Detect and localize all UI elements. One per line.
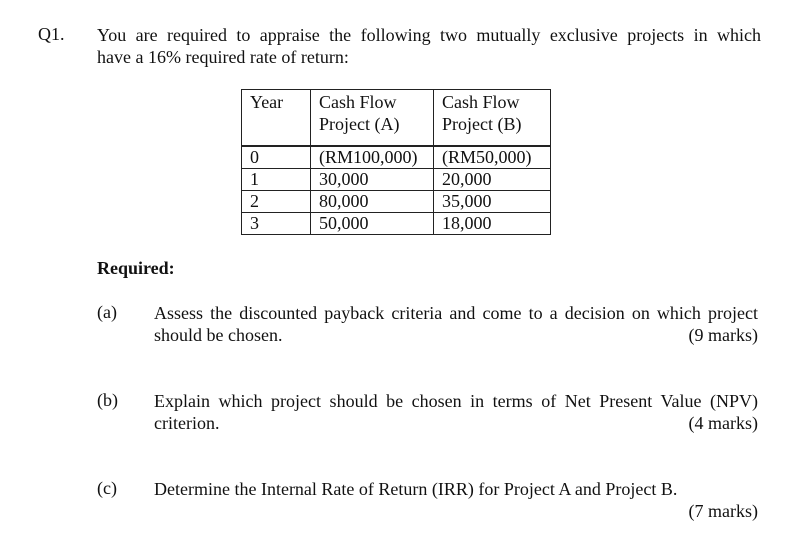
- cell-project-a: 50,000: [311, 213, 434, 235]
- cell-year: 0: [242, 146, 311, 169]
- cell-project-b: (RM50,000): [434, 146, 551, 169]
- cell-year: 2: [242, 191, 311, 213]
- part-c-line-1: Determine the Internal Rate of Return (IRR) for Project A and Project B.: [154, 479, 678, 499]
- header-b-line-1: Cash Flow: [442, 92, 520, 112]
- header-a-line-2: Project (A): [319, 114, 400, 134]
- part-a-line-2: should be chosen.: [154, 325, 283, 345]
- cell-project-a: (RM100,000): [311, 146, 434, 169]
- header-year: [242, 90, 311, 147]
- cell-project-a: 30,000: [311, 169, 434, 191]
- part-b-line-1: Explain which project should be chosen in terms of Net Present Value (NPV): [154, 391, 758, 411]
- cell-project-b: 20,000: [434, 169, 551, 191]
- intro-line-2: have a 16% required rate of return:: [97, 47, 349, 67]
- intro-line-1: You are required to appraise the following two mutually exclusive projects in which: [97, 25, 761, 45]
- header-b-line-2: Project (B): [442, 114, 522, 134]
- part-a-text: [154, 302, 758, 346]
- header-project-a: [311, 90, 434, 147]
- cell-year: 3: [242, 213, 311, 235]
- table-header-row: [242, 90, 551, 147]
- part-a-line-1: Assess the discounted payback criteria and come to a decision on which project: [154, 303, 758, 323]
- cell-year: 1: [242, 169, 311, 191]
- header-year-label: Year: [250, 92, 284, 112]
- part-b-text: [154, 390, 758, 434]
- table-row: [242, 146, 551, 169]
- header-project-b: [434, 90, 551, 147]
- part-c-marks: (7 marks): [688, 501, 758, 521]
- part-a-letter: (a): [97, 302, 117, 322]
- table-row: [242, 191, 551, 213]
- part-c-letter: (c): [97, 478, 117, 498]
- cell-project-b: 18,000: [434, 213, 551, 235]
- cell-project-b: 35,000: [434, 191, 551, 213]
- part-a-marks: (9 marks): [688, 325, 758, 345]
- cash-flow-table: [241, 89, 551, 235]
- question-number: Q1.: [38, 24, 65, 44]
- table-row: [242, 213, 551, 235]
- table-row: [242, 169, 551, 191]
- part-c-text: [154, 478, 758, 522]
- required-heading: Required:: [97, 258, 175, 278]
- part-b-letter: (b): [97, 390, 118, 410]
- question-intro: [97, 24, 761, 68]
- cell-project-a: 80,000: [311, 191, 434, 213]
- part-b-line-2: criterion.: [154, 413, 220, 433]
- part-b-marks: (4 marks): [688, 413, 758, 433]
- header-a-line-1: Cash Flow: [319, 92, 397, 112]
